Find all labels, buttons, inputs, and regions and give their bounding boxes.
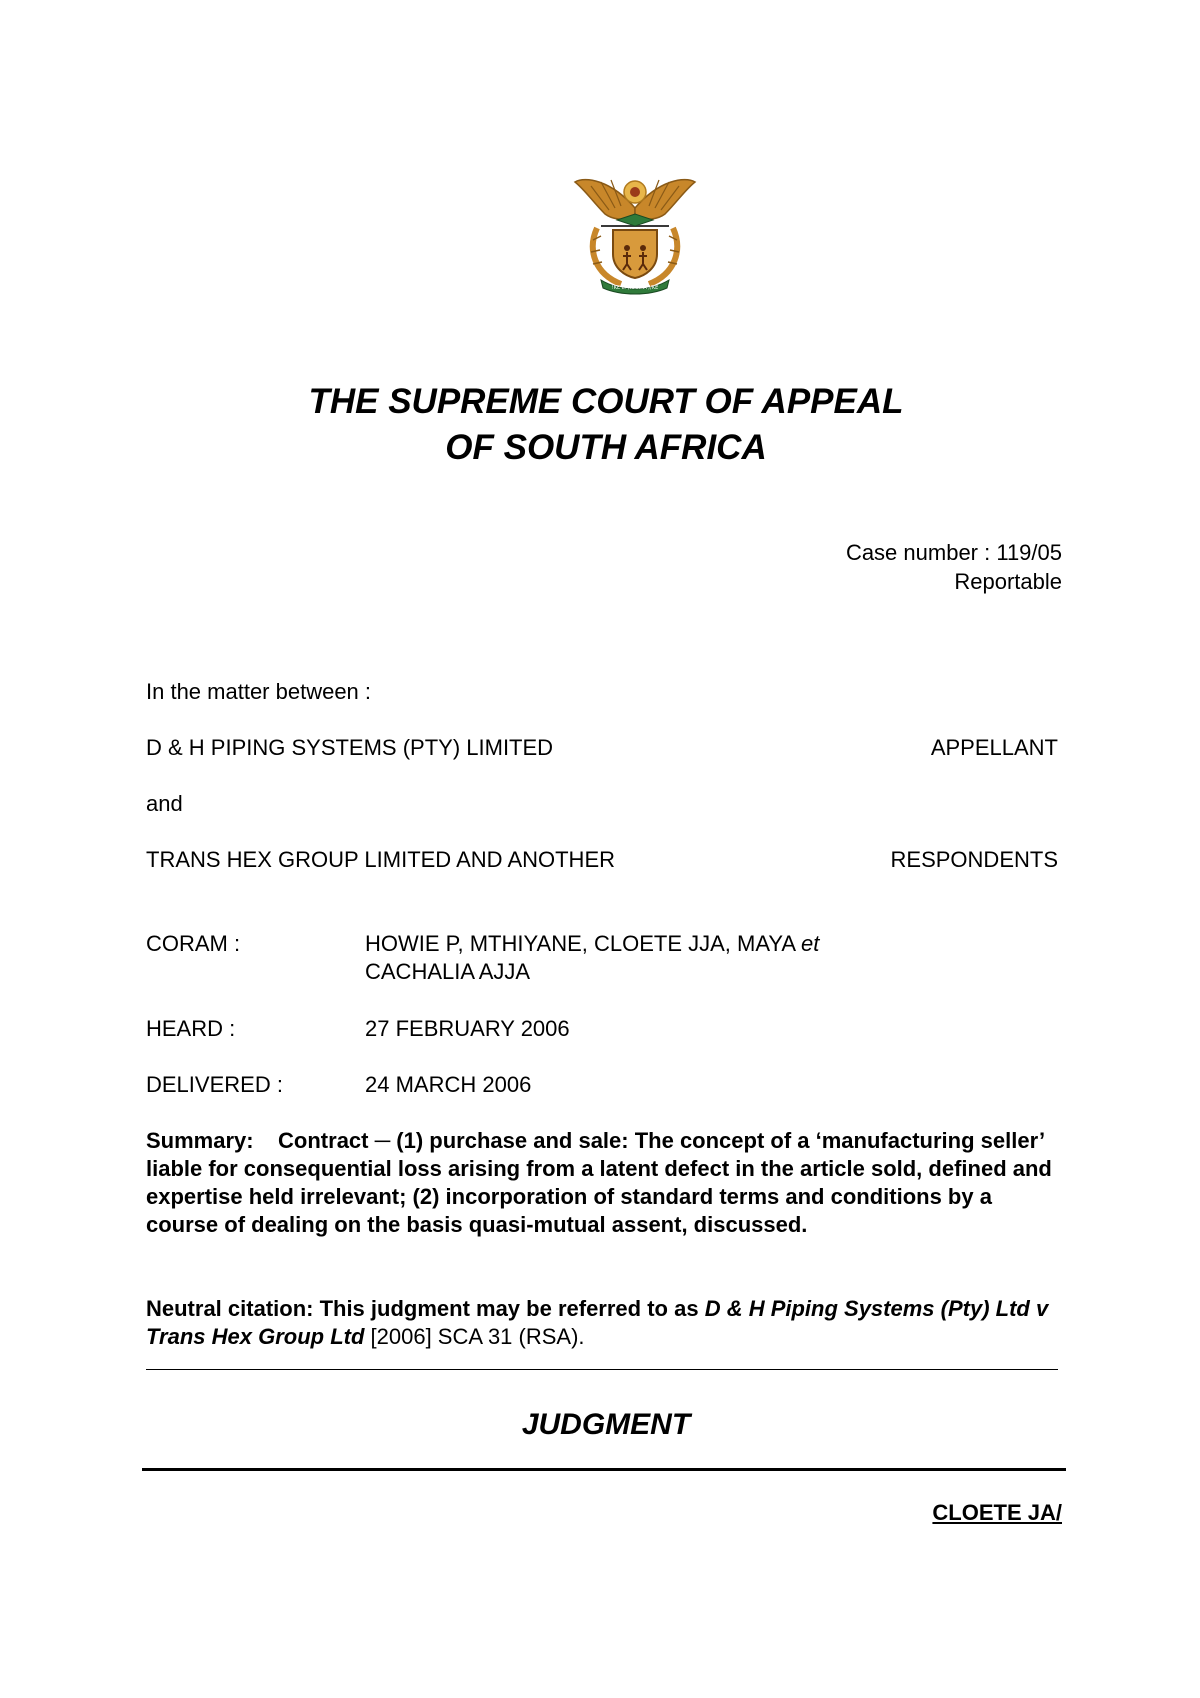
heavy-rule: [142, 1468, 1066, 1471]
matter-intro: In the matter between :: [146, 679, 372, 704]
summary-paragraph: [146, 1127, 1062, 1239]
heard-label: HEARD :: [146, 1016, 236, 1041]
delivered-label: DELIVERED :: [146, 1072, 283, 1097]
respondent-role: RESPONDENTS: [890, 847, 1058, 872]
coram-label: CORAM :: [146, 931, 241, 956]
appellant-role: APPELLANT: [930, 735, 1058, 760]
case-number: Case number : 119/05: [845, 540, 1062, 565]
separator-line: [146, 1369, 1058, 1370]
coat-of-arms-icon: [571, 170, 699, 296]
reportable-status: Reportable: [954, 569, 1062, 594]
respondent-name: TRANS HEX GROUP LIMITED AND ANOTHER: [146, 847, 616, 872]
delivered-value: 24 MARCH 2006: [365, 1072, 532, 1097]
court-title-line2: OF SOUTH AFRICA: [445, 428, 767, 467]
coram-value-line2: CACHALIA AJJA: [365, 959, 531, 984]
conjunction: and: [146, 791, 183, 816]
coram-et: et: [801, 931, 820, 956]
citation-suffix: [2006] SCA 31 (RSA).: [370, 1324, 585, 1349]
coat-of-arms: [571, 170, 699, 296]
citation-case-name: D & H Piping Systems (Pty) Ltd v Trans Hex Group Ltd: [146, 1296, 1049, 1349]
coram-value-line1: HOWIE P, MTHIYANE, CLOETE JJA, MAYA: [365, 931, 795, 956]
summary-text: Contract ─ (1) purchase and sale: The concept of a ‘manufacturing seller’ liable for consequential loss arising from a latent defect in the article sold, defined and expertise held irrelevant; (2) incorporation of standard terms and conditions by a course of dealing on the basis quasi-mutual assent, discussed.: [146, 1128, 1052, 1237]
judgment-heading: JUDGMENT: [521, 1408, 691, 1441]
appellant-name: D & H PIPING SYSTEMS (PTY) LIMITED: [146, 735, 554, 760]
summary-label: Summary:: [146, 1128, 254, 1153]
motto-text: !KE E: /XARRA //KE: [611, 285, 659, 291]
heard-value: 27 FEBRUARY 2006: [365, 1016, 570, 1041]
court-title-line1: THE SUPREME COURT OF APPEAL: [308, 382, 904, 421]
coram-value: [365, 930, 925, 986]
judgment-author: CLOETE JA/: [932, 1500, 1062, 1525]
citation-prefix: Neutral citation: This judgment may be referred to as: [146, 1296, 699, 1321]
neutral-citation: [146, 1295, 1062, 1351]
